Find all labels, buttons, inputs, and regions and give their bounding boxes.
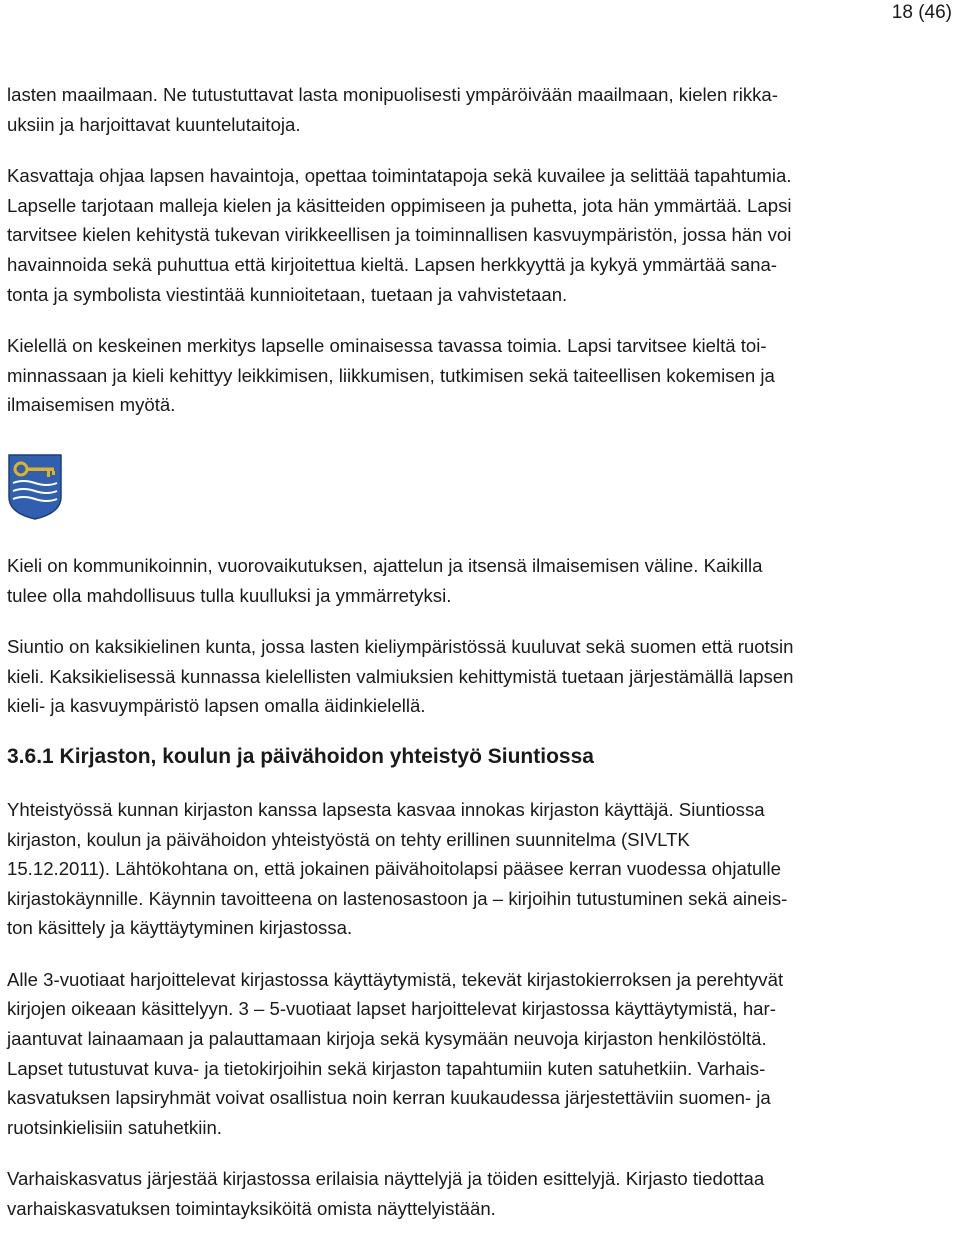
text-line: Lapselle tarjotaan malleja kielen ja käsitteiden oppimiseen ja puhetta, jota hän ymmärtää. Lapsi: [7, 194, 792, 216]
paragraph-gap: [7, 943, 953, 965]
text-line: Alle 3-vuotiaat harjoittelevat kirjastossa käyttäytymistä, tekevät kirjastokierroksen ja perehtyvät: [7, 968, 784, 990]
section-intro: [7, 80, 953, 420]
text-line: tonta ja symbolista viestintää kunnioitetaan, tuetaan ja vahvistetaan.: [7, 283, 568, 305]
paragraph: [7, 161, 953, 309]
text-line: kieli- ja kasvuympäristö lapsen omalla äidinkielellä.: [7, 695, 426, 717]
text-line: kirjastokäynnille. Käynnin tavoitteena on lastenosastoon ja – kirjoihin tutustuminen sekä aineis-: [7, 887, 788, 909]
paragraph: [7, 632, 953, 721]
text-line: kirjojen oikeaan käsittelyyn. 3 – 5-vuotiaat lapset harjoittelevat kirjastossa käyttäytymistä, har-: [7, 998, 776, 1020]
paragraph-gap: [7, 309, 953, 331]
text-line: lasten maailmaan. Ne tutustuttavat lasta monipuolisesti ympäröivään maailmaan, kielen rikka-: [7, 84, 778, 105]
text-line: Yhteistyössä kunnan kirjaston kanssa lapsesta kasvaa innokas kirjaston käyttäjä. Siuntiossa: [7, 798, 765, 820]
text-line: jaantuvat lainaamaan ja palauttamaan kirjoja sekä kysymään neuvoja kirjaston henkilöstöltä.: [7, 1028, 767, 1050]
text-line: 15.12.2011). Lähtökohtana on, että jokainen päivähoitolapsi pääsee kerran vuodessa ohjatulle: [7, 858, 781, 880]
text-line: Kieli on kommunikoinnin, vuorovaikutuksen, ajattelun ja itsensä ilmaisemisen väline. Kaikilla: [7, 554, 763, 576]
text-line: kasvatuksen lapsiryhmät voivat osallistua noin kerran kuukaudessa järjestettäviin suomen- ja: [7, 1087, 771, 1109]
text-line: ilmaisemisen myötä.: [7, 394, 176, 416]
text-line: kieli. Kaksikielisessä kunnassa kielellisten valmiuksien kehittymistä tuetaan järjestämällä lapsen: [7, 665, 794, 687]
text-line: Lapset tutustuvat kuva- ja tietokirjoihin sekä kirjaston tapahtumiin kuten satuhetkiin. Varhais-: [7, 1057, 766, 1079]
text-line: uksiin ja harjoittavat kuuntelutaitoja.: [7, 113, 301, 135]
paragraph-gap: [7, 1142, 953, 1164]
paragraph: [7, 965, 953, 1143]
paragraph: [7, 80, 953, 139]
text-line: Kielellä on keskeinen merkitys lapselle ominaisessa tavassa toimia. Lapsi tarvitsee kieltä toi-: [7, 335, 767, 357]
document-body: [7, 80, 953, 1224]
text-line: varhaiskasvatuksen toimintayksiköitä omista näyttelyistään.: [7, 1198, 496, 1220]
paragraph: [7, 1164, 953, 1223]
coat-of-arms-icon: [7, 453, 63, 521]
paragraph: [7, 331, 953, 420]
text-line: minnassaan ja kieli kehittyy leikkimisen, liikkumisen, tutkimisen sekä taiteellisen kokemisen ja: [7, 364, 775, 386]
text-line: tulee olla mahdollisuus tulla kuulluksi ja ymmärretyksi.: [7, 584, 452, 606]
paragraph-gap: [7, 610, 953, 632]
text-line: tarvitsee kielen kehitystä tukevan virikkeellisen ja toiminnallisen kasvuympäristön, jossa hän voi: [7, 224, 792, 246]
text-line: Kasvattaja ohjaa lapsen havaintoja, opettaa toimintatapoja sekä kuvailee ja selittää tapahtumia.: [7, 165, 792, 187]
text-line: ruotsinkielisiin satuhetkiin.: [7, 1116, 222, 1138]
text-line: ton käsittely ja käyttäytyminen kirjastossa.: [7, 917, 353, 939]
page-number: 18 (46): [891, 2, 952, 23]
section-heading: 3.6.1 Kirjaston, koulun ja päivähoidon yhteistyö Siuntiossa: [7, 744, 594, 768]
text-line: Varhaiskasvatus järjestää kirjastossa erilaisia näyttelyjä ja töiden esittelyjä. Kirjasto tiedottaa: [7, 1168, 765, 1190]
section-language: [7, 551, 953, 721]
text-line: havainnoida sekä puhuttua että kirjoitettua kieltä. Lapsen herkkyyttä ja kykyä ymmärtää sana-: [7, 253, 777, 275]
paragraph: [7, 551, 953, 610]
paragraph-gap: [7, 139, 953, 161]
section-library: [7, 795, 953, 1224]
text-line: kirjaston, koulun ja päivähoidon yhteistyöstä on tehty erillinen suunnitelma (SIVLTK: [7, 828, 690, 850]
paragraph: [7, 795, 953, 943]
text-line: Siuntio on kaksikielinen kunta, jossa lasten kieliympäristössä kuuluvat sekä suomen että ruotsin: [7, 636, 794, 658]
